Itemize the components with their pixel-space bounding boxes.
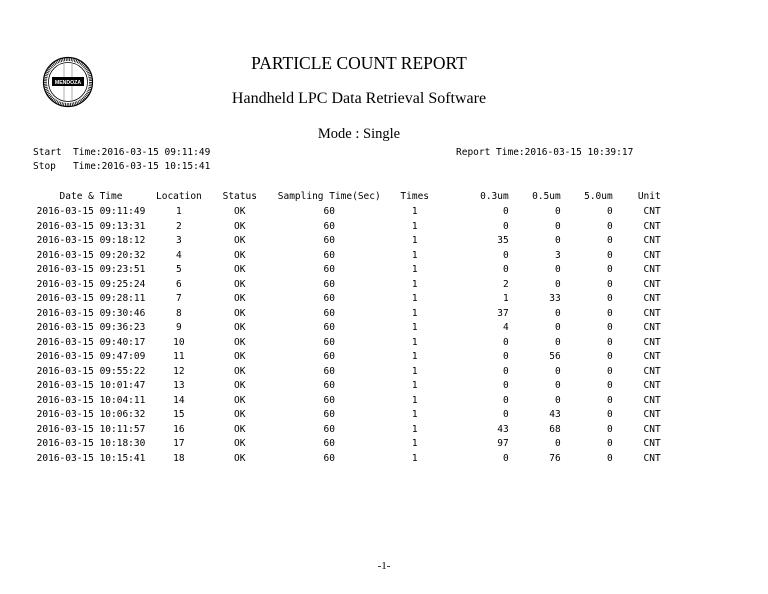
- cell-sampling-time: 60: [323, 409, 335, 420]
- particle-count-table: [26, 189, 661, 466]
- cell-location: 15: [173, 409, 185, 420]
- cell-5-0um: 0: [606, 380, 613, 391]
- cell-status: OK: [234, 423, 246, 435]
- table-header-row: [26, 189, 661, 205]
- cell-0-3um: 0: [502, 394, 509, 406]
- cell-status: OK: [234, 206, 246, 217]
- cell-0-5um: 0: [554, 365, 561, 377]
- table-row: [26, 220, 661, 235]
- table-row: [26, 292, 661, 307]
- cell-times: 1: [411, 249, 418, 261]
- cell-location: 11: [173, 351, 185, 362]
- cell-sampling-time: 60: [323, 206, 335, 217]
- cell-0-5um: 68: [549, 423, 561, 435]
- cell-unit: CNT: [643, 220, 661, 232]
- cell-location: 12: [173, 365, 185, 377]
- cell-times: 1: [411, 235, 418, 246]
- cell-5-0um: 0: [606, 438, 613, 449]
- cell-times: 1: [411, 264, 418, 275]
- cell-status: OK: [234, 438, 246, 449]
- cell-0-5um: 0: [554, 336, 561, 348]
- cell-0-5um: 43: [549, 409, 561, 420]
- cell-times: 1: [411, 307, 418, 319]
- cell-times: 1: [411, 452, 418, 464]
- cell-0-3um: 35: [497, 235, 509, 246]
- cell-status: OK: [234, 322, 246, 333]
- cell-times: 1: [411, 278, 418, 290]
- cell-status: OK: [234, 235, 246, 246]
- cell-unit: CNT: [643, 438, 661, 449]
- cell-0-5um: 3: [554, 249, 561, 261]
- cell-date-time: 2016-03-15 09:47:09: [36, 351, 146, 362]
- cell-5-0um: 0: [606, 351, 613, 362]
- table-row: [26, 365, 661, 380]
- header-0-5um: 0.5um: [532, 191, 561, 202]
- cell-location: 7: [176, 293, 182, 304]
- cell-status: OK: [234, 365, 246, 377]
- cell-times: 1: [411, 365, 418, 377]
- cell-0-5um: 76: [549, 452, 561, 464]
- cell-sampling-time: 60: [323, 293, 335, 304]
- cell-sampling-time: 60: [323, 264, 335, 275]
- cell-date-time: 2016-03-15 10:04:11: [36, 394, 146, 406]
- header-status: Status: [222, 191, 257, 202]
- cell-5-0um: 0: [606, 235, 613, 246]
- cell-times: 1: [411, 438, 418, 449]
- cell-location: 17: [173, 438, 185, 449]
- cell-status: OK: [234, 351, 246, 362]
- cell-date-time: 2016-03-15 09:13:31: [36, 220, 146, 232]
- cell-location: 18: [173, 452, 185, 464]
- cell-unit: CNT: [643, 235, 661, 246]
- cell-date-time: 2016-03-15 10:01:47: [36, 380, 146, 391]
- cell-0-3um: 0: [502, 365, 509, 377]
- cell-0-3um: 0: [502, 351, 509, 362]
- table-row: [26, 394, 661, 409]
- cell-sampling-time: 60: [323, 235, 335, 246]
- cell-status: OK: [234, 380, 246, 391]
- table-row: [26, 249, 661, 264]
- header-date-time: Date & Time: [59, 191, 123, 202]
- report-time: Report Time:2016-03-15 10:39:17: [456, 147, 634, 158]
- cell-5-0um: 0: [606, 365, 613, 377]
- cell-0-3um: 0: [502, 264, 509, 275]
- cell-times: 1: [411, 380, 418, 391]
- cell-sampling-time: 60: [323, 307, 335, 319]
- cell-0-5um: 56: [549, 351, 561, 362]
- header-sampling-time: Sampling Time(Sec): [277, 191, 381, 202]
- cell-status: OK: [234, 249, 246, 261]
- cell-unit: CNT: [643, 293, 661, 304]
- cell-date-time: 2016-03-15 09:23:51: [36, 264, 146, 275]
- cell-sampling-time: 60: [323, 249, 335, 261]
- mode-line: Mode : Single: [317, 126, 401, 142]
- cell-sampling-time: 60: [323, 278, 335, 290]
- cell-0-3um: 43: [497, 423, 509, 435]
- cell-location: 4: [176, 249, 182, 261]
- cell-0-3um: 97: [497, 438, 509, 449]
- header-location: Location: [156, 191, 202, 202]
- cell-unit: CNT: [643, 307, 661, 319]
- cell-0-5um: 33: [549, 293, 561, 304]
- cell-unit: CNT: [643, 351, 661, 362]
- table-row: [26, 350, 661, 365]
- cell-0-3um: 2: [502, 278, 509, 290]
- cell-0-5um: 0: [554, 438, 561, 449]
- cell-unit: CNT: [643, 380, 661, 391]
- table-row: [26, 452, 661, 467]
- cell-5-0um: 0: [606, 423, 613, 435]
- cell-location: 16: [173, 423, 185, 435]
- cell-date-time: 2016-03-15 10:06:32: [36, 409, 146, 420]
- cell-sampling-time: 60: [323, 438, 335, 449]
- cell-times: 1: [411, 293, 418, 304]
- cell-location: 13: [173, 380, 185, 391]
- cell-0-3um: 1: [502, 293, 509, 304]
- cell-status: OK: [234, 278, 246, 290]
- cell-times: 1: [411, 336, 418, 348]
- cell-times: 1: [411, 220, 418, 232]
- cell-0-5um: 0: [554, 235, 561, 246]
- cell-date-time: 2016-03-15 10:11:57: [36, 423, 146, 435]
- cell-0-3um: 4: [502, 322, 509, 333]
- cell-5-0um: 0: [606, 394, 613, 406]
- table-row: [26, 263, 661, 278]
- cell-5-0um: 0: [606, 336, 613, 348]
- cell-sampling-time: 60: [323, 380, 335, 391]
- cell-5-0um: 0: [606, 206, 613, 217]
- cell-unit: CNT: [643, 365, 661, 377]
- cell-unit: CNT: [643, 264, 661, 275]
- cell-5-0um: 0: [606, 220, 613, 232]
- cell-0-5um: 0: [554, 220, 561, 232]
- table-row: [26, 278, 661, 293]
- cell-location: 14: [173, 394, 185, 406]
- table-row: [26, 205, 661, 220]
- cell-0-5um: 0: [554, 307, 561, 319]
- cell-status: OK: [234, 293, 246, 304]
- cell-date-time: 2016-03-15 10:18:30: [36, 438, 146, 449]
- cell-location: 2: [176, 220, 182, 232]
- table-row: [26, 408, 661, 423]
- cell-5-0um: 0: [606, 452, 613, 464]
- cell-location: 1: [176, 206, 182, 217]
- cell-5-0um: 0: [606, 409, 613, 420]
- cell-unit: CNT: [643, 249, 661, 261]
- cell-times: 1: [411, 206, 418, 217]
- cell-location: 3: [176, 235, 182, 246]
- start-time: Start Time:2016-03-15 09:11:49: [33, 147, 211, 158]
- cell-0-3um: 0: [502, 220, 509, 232]
- cell-date-time: 2016-03-15 09:40:17: [36, 336, 146, 348]
- header-unit: Unit: [637, 191, 661, 202]
- cell-status: OK: [234, 409, 246, 420]
- table-row: [26, 423, 661, 438]
- cell-5-0um: 0: [606, 322, 613, 333]
- cell-location: 5: [176, 264, 182, 275]
- cell-0-5um: 0: [554, 380, 561, 391]
- cell-location: 6: [176, 278, 182, 290]
- cell-date-time: 2016-03-15 10:15:41: [36, 452, 146, 464]
- cell-unit: CNT: [643, 394, 661, 406]
- cell-location: 8: [176, 307, 182, 319]
- header-5-0um: 5.0um: [584, 191, 613, 202]
- cell-date-time: 2016-03-15 09:11:49: [36, 206, 146, 217]
- cell-date-time: 2016-03-15 09:25:24: [36, 278, 146, 290]
- cell-date-time: 2016-03-15 09:28:11: [36, 293, 146, 304]
- table-row: [26, 234, 661, 249]
- cell-0-3um: 0: [502, 336, 509, 348]
- cell-0-5um: 0: [554, 264, 561, 275]
- cell-sampling-time: 60: [323, 351, 335, 362]
- cell-status: OK: [234, 394, 246, 406]
- header-0-3um: 0.3um: [480, 191, 509, 202]
- cell-0-5um: 0: [554, 278, 561, 290]
- cell-0-3um: 0: [502, 409, 509, 420]
- cell-location: 9: [176, 322, 182, 333]
- cell-date-time: 2016-03-15 09:18:12: [36, 235, 146, 246]
- cell-status: OK: [234, 336, 246, 348]
- table-row: [26, 321, 661, 336]
- cell-unit: CNT: [643, 423, 661, 435]
- cell-location: 10: [173, 336, 185, 348]
- cell-5-0um: 0: [606, 249, 613, 261]
- cell-unit: CNT: [643, 336, 661, 348]
- cell-unit: CNT: [643, 409, 661, 420]
- cell-0-5um: 0: [554, 206, 561, 217]
- cell-5-0um: 0: [606, 293, 613, 304]
- header-times: Times: [400, 191, 430, 202]
- table-row: [26, 437, 661, 452]
- cell-0-3um: 0: [502, 206, 509, 217]
- cell-unit: CNT: [643, 278, 661, 290]
- cell-date-time: 2016-03-15 09:20:32: [36, 249, 146, 261]
- cell-0-3um: 37: [497, 307, 509, 319]
- cell-times: 1: [411, 409, 418, 420]
- cell-sampling-time: 60: [323, 220, 335, 232]
- cell-sampling-time: 60: [323, 322, 335, 333]
- cell-status: OK: [234, 264, 246, 275]
- cell-unit: CNT: [643, 206, 661, 217]
- report-subtitle: Handheld LPC Data Retrieval Software: [231, 90, 487, 107]
- cell-5-0um: 0: [606, 278, 613, 290]
- cell-date-time: 2016-03-15 09:30:46: [36, 307, 146, 319]
- svg-text:MENDOZA: MENDOZA: [54, 79, 82, 86]
- cell-5-0um: 0: [606, 307, 613, 319]
- cell-0-3um: 0: [502, 249, 509, 261]
- cell-times: 1: [411, 423, 418, 435]
- cell-0-5um: 0: [554, 394, 561, 406]
- cell-sampling-time: 60: [323, 423, 335, 435]
- cell-5-0um: 0: [606, 264, 613, 275]
- cell-0-3um: 0: [502, 452, 509, 464]
- cell-0-5um: 0: [554, 322, 561, 333]
- cell-sampling-time: 60: [323, 365, 335, 377]
- cell-status: OK: [234, 452, 246, 464]
- cell-date-time: 2016-03-15 09:36:23: [36, 322, 146, 333]
- stop-time: Stop Time:2016-03-15 10:15:41: [33, 161, 211, 172]
- cell-times: 1: [411, 394, 418, 406]
- cell-sampling-time: 60: [323, 394, 335, 406]
- page-number: -1-: [377, 560, 391, 572]
- cell-status: OK: [234, 220, 246, 232]
- table-row: [26, 307, 661, 322]
- cell-sampling-time: 60: [323, 336, 335, 348]
- cell-date-time: 2016-03-15 09:55:22: [36, 365, 146, 377]
- cell-times: 1: [411, 322, 418, 333]
- cell-sampling-time: 60: [323, 452, 335, 464]
- table-row: [26, 336, 661, 351]
- table-row: [26, 379, 661, 394]
- cell-unit: CNT: [643, 322, 661, 333]
- cell-status: OK: [234, 307, 246, 319]
- cell-0-3um: 0: [502, 380, 509, 391]
- cell-unit: CNT: [643, 452, 661, 464]
- cell-times: 1: [411, 351, 418, 362]
- report-title: PARTICLE COUNT REPORT: [251, 53, 467, 73]
